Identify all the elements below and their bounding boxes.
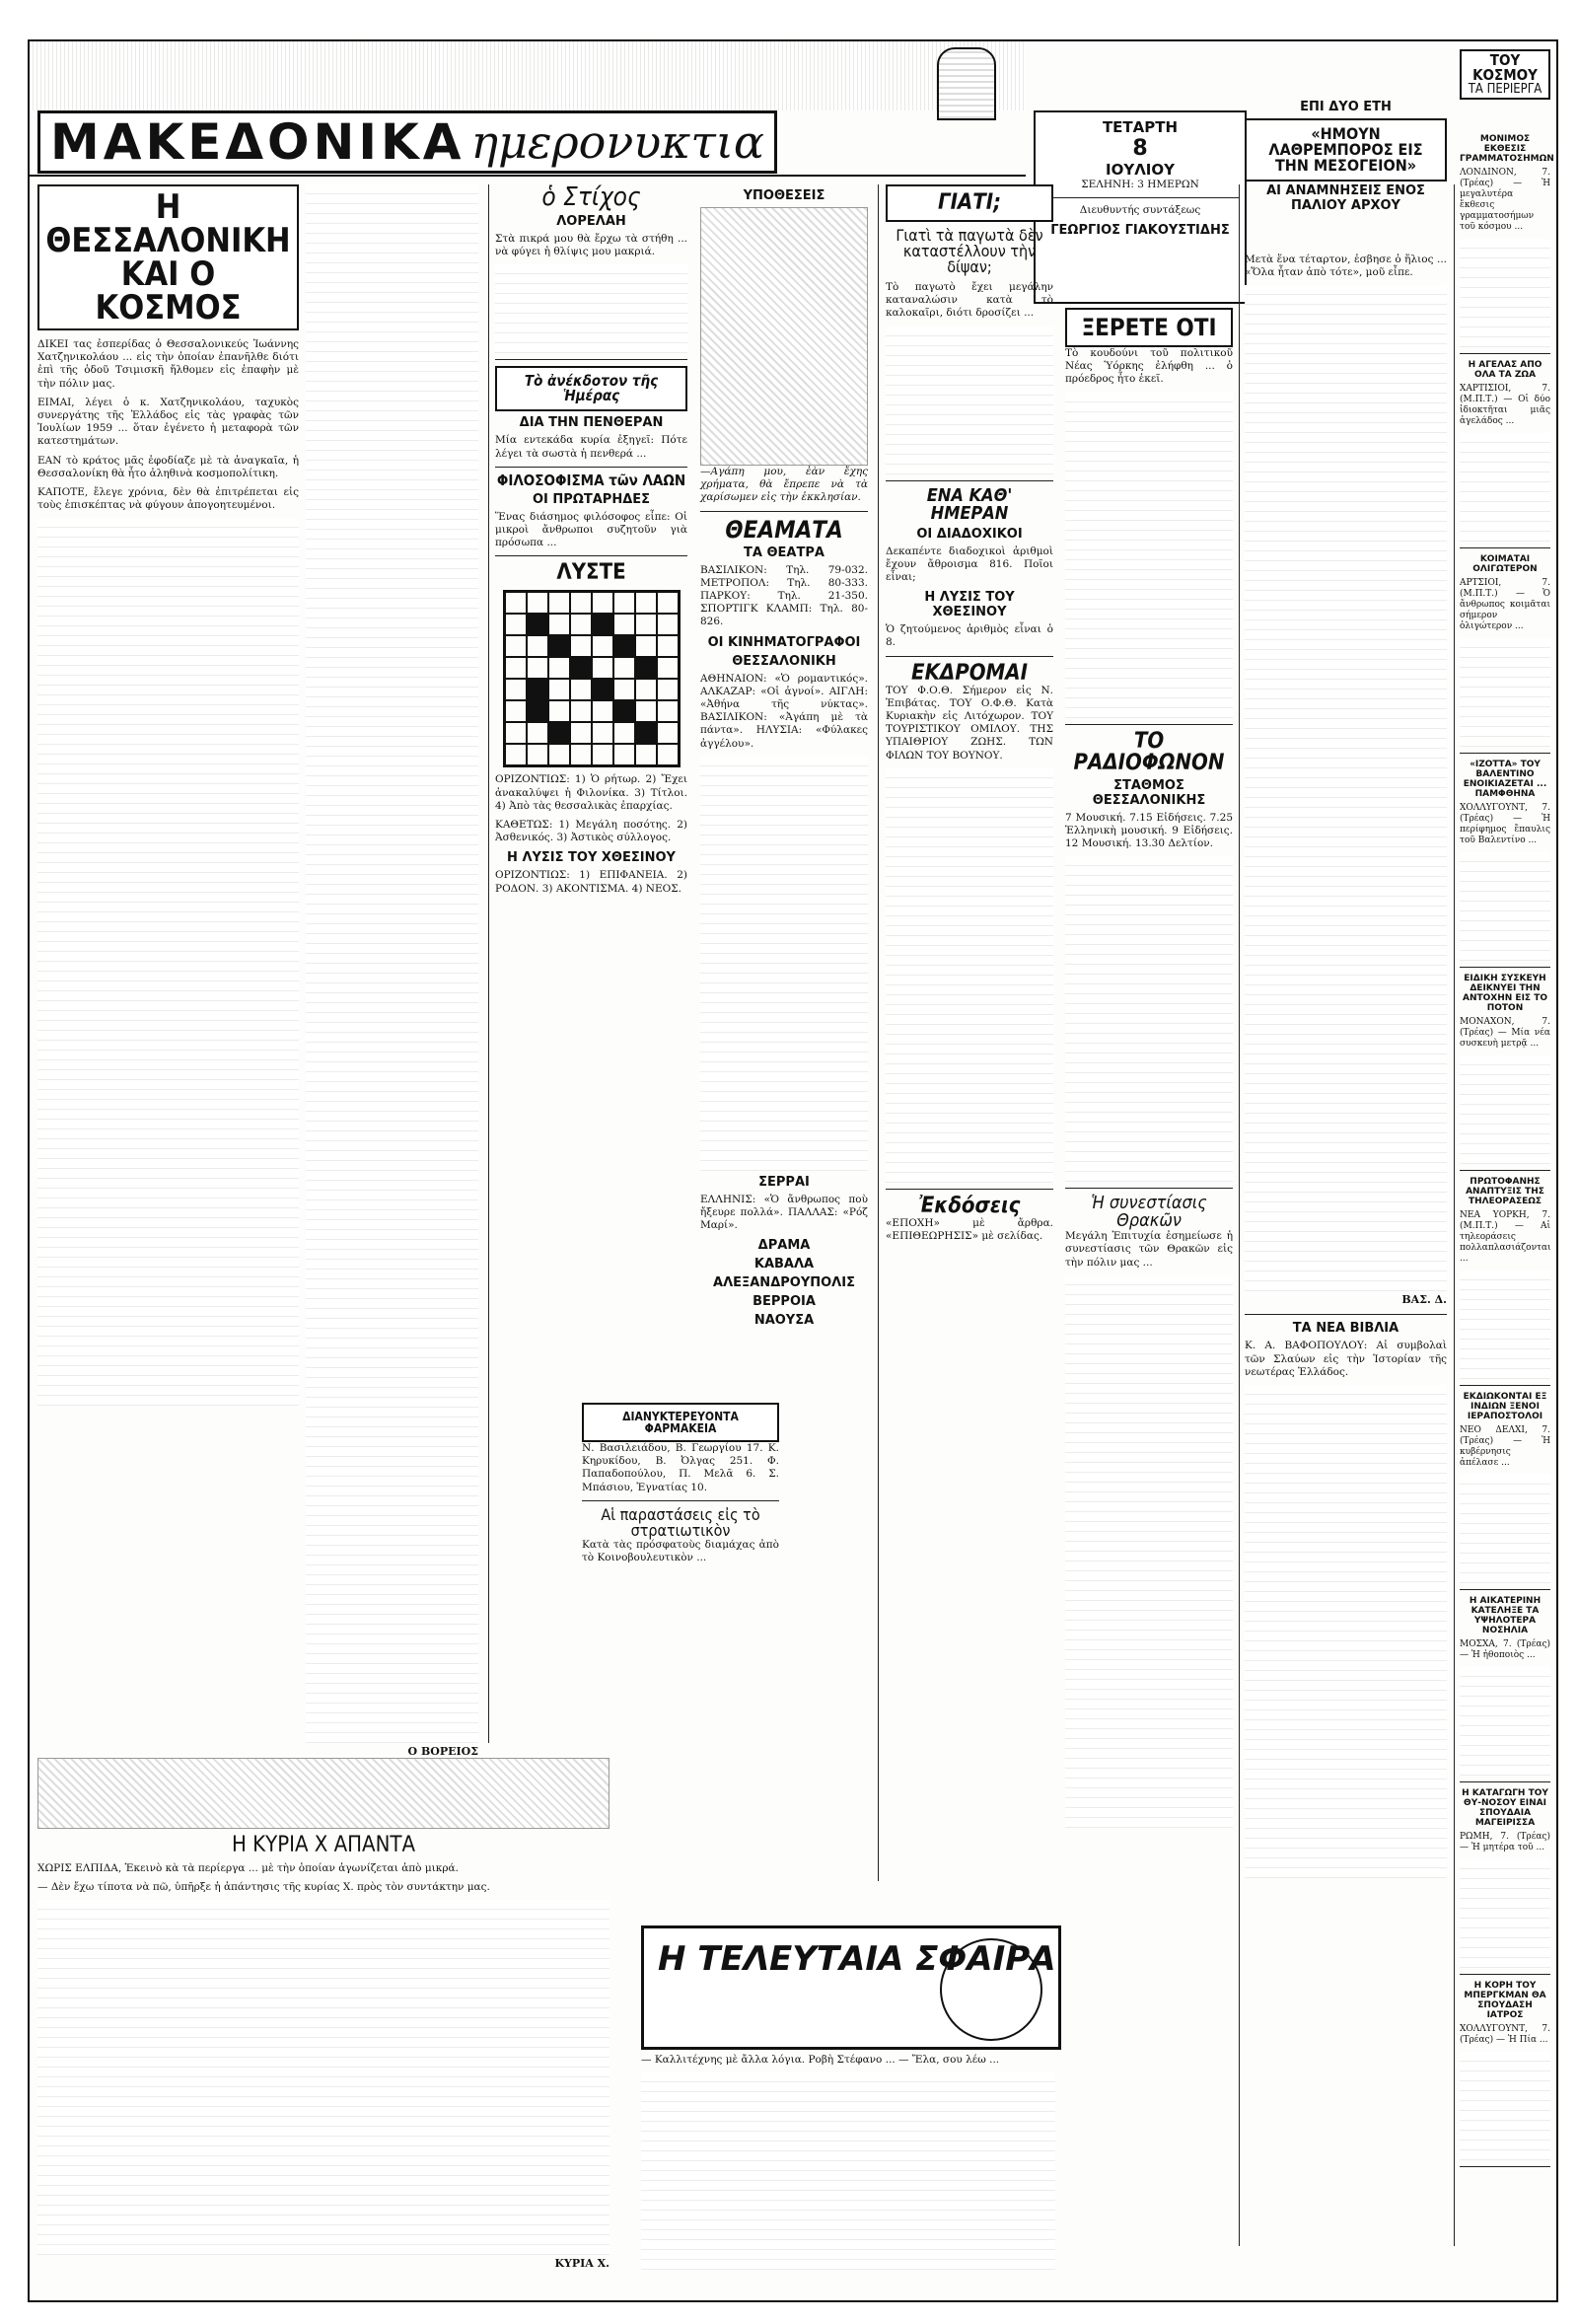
crossword-cell — [635, 635, 657, 657]
world-item-text: ΜΟΣΧΑ, 7. (Τρέας) — Ἡ ἠθοποιὸς ... — [1460, 1639, 1550, 1660]
crossword-cell — [527, 722, 548, 744]
world-item-text: ΜΟΝΑΧΟΝ, 7. (Τρέας) — Μία νέα συσκευὴ μετρᾷ ... — [1460, 1017, 1550, 1049]
crossword-cell — [613, 722, 635, 744]
date-box — [1034, 110, 1247, 304]
world-item-title: ΕΚΔΙΩΚΟΝΤΑΙ ΕΞ ΙΝΔΙΩΝ ΞΕΝΟΙ ΙΕΡΑΠΟΣΤΟΛΟΙ — [1463, 1392, 1547, 1421]
crossword-cell — [570, 657, 592, 679]
cartoon-caption: —Αγάπη μου, ἐὰν ἔχης χρήματα, θὰ ἔπρεπε νὰ τὰ χαρίσωμεν εἰς τὴν ἐκκλησίαν. — [700, 466, 868, 504]
crossword-cell — [635, 700, 657, 722]
publisher-label: Διευθυντής συντάξεως — [1079, 204, 1201, 217]
philosophy-text: Ἕνας διάσημος φιλόσοφος εἶπε: Οἱ μικροὶ ἄνθρωποι συζητοῦν γιὰ πρόσωπα ... — [495, 510, 687, 549]
column-4 — [886, 184, 1053, 1249]
crossword-label: ΛΥΣΤΕ — [556, 560, 626, 586]
pharmacy-section — [582, 1403, 779, 1570]
cupids-illustration — [37, 1758, 610, 1829]
anekdoto-text: Μία εντεκάδα κυρία ἐξηγεῖ: Πότε λέγει τὰ σωστὰ ἡ πενθερά ... — [495, 434, 687, 460]
giati-headline: Γιατὶ τὰ παγωτὰ δὲν καταστέλλουν τὴν δίψαν; — [896, 226, 1043, 276]
last-ball-title: Η ΤΕΛΕΥΤΑΙΑ ΣΦΑΙΡΑ — [658, 1939, 1056, 1979]
world-item-title: Η ΚΟΡΗ ΤΟΥ ΜΠΕΡΓΚΜΑΝ ΘΑ ΣΠΟΥΔΑΣΗ ΙΑΤΡΟΣ — [1464, 1981, 1546, 2020]
army-shows-headline: Αἱ παραστάσεις εἰς τὸ στρατιωτικὸν — [601, 1504, 760, 1540]
crossword-cell — [527, 679, 548, 700]
crossword-cell — [613, 744, 635, 765]
world-item-title: Η ΑΙΚΑΤΕΡΙΝΗ ΚΑΤΕΛΗΞΕ ΤΑ ΥΨΗΛΟΤΕΡΑ ΝΟΣΗΛΙΑ — [1469, 1596, 1542, 1635]
thracians-headline: Ἡ συνεστίασις Θρακῶν — [1091, 1193, 1207, 1232]
moon-note: ΣΕΛΗΝΗ: 3 ΗΜΕΡΩΝ — [1081, 179, 1199, 190]
crossword-cell — [657, 614, 679, 635]
couple-cartoon — [700, 207, 868, 466]
crossword-cell — [570, 744, 592, 765]
ekdromai-text: ΤΟΥ Φ.Ο.Θ. Σήμερον εἰς Ν. Ἐπιβάτας. ΤΟΥ Ο.Φ.Θ. Κατὰ Κυριακὴν εἰς Λιτόχωρον. ΤΟΥ ΤΟΥΡΙΣΤΙΚΟΥ ΟΜΙΛΟΥ. ΤΗΣ ΥΠΑΙΘΡΙΟΥ ΖΩΗΣ. ΤΩΝ ΦΙΛΩΝ ΤΟΥ ΒΟΥΝΟΥ. — [886, 684, 1053, 762]
world-title: ΤΟΥ ΚΟΣΜΟΥ — [1472, 51, 1538, 84]
crossword-cell — [613, 635, 635, 657]
crossword-cell — [505, 744, 527, 765]
books-title: ΤΑ ΝΕΑ ΒΙΒΛΙΑ — [1292, 1321, 1399, 1337]
crossword-cell — [657, 700, 679, 722]
crossword-clues-horizontal: ΟΡΙΖΟΝΤΙΩΣ: 1) Ὁ ρήτωρ. 2) Ἔχει ἀνακαλύψει ἡ Φιλονίκα. 3) Τίτλοι. 4) Ἀπὸ τὰς θεσσαλικὰς ἐπαρχίας. — [495, 773, 687, 812]
crossword-clues-vertical: ΚΑΘΕΤΩΣ: 1) Μεγάλη ποσότης. 2) Ἀσθενικός. 3) Ἀστικὸς σύλλογος. — [495, 819, 687, 844]
last-ball-banner — [641, 1925, 1061, 2050]
crossword-cell — [592, 657, 613, 679]
cinema-list: ΑΘΗΝΑΙΟΝ: «Ὁ ρομαντικός». ΑΛΚΑΖΑΡ: «Οἱ ἀγνοί». ΑΙΓΛΗ: «Ἀθήνα τῆς νύκτας». ΒΑΣΙΛΙΚΟΝ: «Ἀγάπη μὲ τὰ πάντα». ΗΛΥΣΙΑ: «Φύλακες ἀγγέλου». — [700, 672, 868, 750]
column-1 — [37, 184, 299, 1406]
crossword-cell — [613, 592, 635, 614]
world-item-title: Η ΚΑΤΑΓΩΓΗ ΤΟΥ ΘΥ-ΝΟΣΟΥ ΕΙΝΑΙ ΣΠΟΥΔΑΙΑ ΜΑΓΕΙΡΙΣΣΑ — [1462, 1788, 1548, 1828]
crossword-cell — [548, 614, 570, 635]
month: ΙΟΥΛΙΟΥ — [1106, 161, 1175, 179]
world-item-text: ΝΕΑ ΥΟΡΚΗ, 7. (Μ.Π.Τ.) — Αἱ τηλεοράσεις πολλαπλασιάζονται ... — [1460, 1210, 1551, 1264]
crossword-cell — [548, 657, 570, 679]
crossword-cell — [592, 635, 613, 657]
lady-headline: Η ΚΥΡΙΑ Χ ΑΠΑΝΤΑ — [231, 1833, 416, 1857]
newspaper-page — [28, 39, 1558, 2302]
masthead-title-box — [37, 110, 777, 174]
lady-columns — [37, 1900, 610, 2255]
masthead — [30, 41, 1026, 177]
ena-solution: Ὁ ζητούμενος ἀριθμὸς εἶναι ὁ 8. — [886, 623, 1053, 649]
city-paragraph: ΔΙΚΕΙ τας ἐσπερίδας ὁ Θεσσαλονικεύς Ἰωάννης Χατζηνικολάου ... εἰς τὴν ὁποίαν ἐπανῆλθε διότι ἐπὶ τῆς ὁδοῦ Τσιμισκῆ ἤλθομεν εἰς ἐπαφὴν μὲ τὴν πόλιν μας. — [37, 338, 299, 390]
ena-label: ΕΝΑ ΚΑΘ' ΗΜΕΡΑΝ — [926, 484, 1013, 524]
xerete-text: Τὸ κουδούνι τοῦ πολιτικοῦ Νέας Ὑόρκης ἐλήφθη ... ὁ πρόεδρος ἦτο ἐκεῖ. — [1065, 347, 1233, 386]
xerete-label: ΞΕΡΕΤΕ ΟΤΙ — [1081, 314, 1217, 341]
crossword-cell — [570, 722, 592, 744]
lady-paragraph: — Δὲν ἔχω τίποτα νὰ πῶ, ὑπῆρξε ἡ ἀπάντησις τῆς κυρίας Χ. πρὸς τὸν συντάκτην μας. — [37, 1881, 490, 1894]
crossword-cell — [505, 592, 527, 614]
world-column — [1460, 130, 1554, 2173]
crossword-cell — [548, 679, 570, 700]
masthead-title: ΜΑΚΕΔΟΝΙΚΑ — [50, 113, 466, 171]
ekdromai-label: ΕΚΔΡΟΜΑΙ — [911, 660, 1028, 686]
anekdoto-label: Τὸ ἀνέκδοτον τῆς Ἡμέρας — [524, 372, 659, 405]
column-2 — [495, 184, 687, 902]
books-text: Κ. Α. ΒΑΦΟΠΟΥΛΟΥ: Αἱ συμβολαὶ τῶν Σλαύων εἰς τὴν Ἱστορίαν τῆς νεωτέρας Ἑλλάδος. — [1245, 1340, 1447, 1378]
crossword-cell — [570, 679, 592, 700]
skyline-illustration — [30, 41, 1026, 110]
city-headline: Η ΘΕΣΣΑΛΟΝΙΚΗ ΚΑΙ Ο ΚΟΣΜΟΣ — [45, 187, 291, 327]
crossword-cell — [548, 700, 570, 722]
crossword-cell — [505, 635, 527, 657]
cartoon-label: ΥΠΟΘΕΣΕΙΣ — [743, 188, 825, 203]
masthead-subtitle: ημερονυκτια — [470, 115, 764, 169]
column-1b — [306, 184, 478, 1766]
woman-portrait-illustration — [940, 1938, 1042, 2041]
lady-x-article — [37, 1758, 610, 2278]
last-ball-text: — Καλλιτέχνης μὲ ἄλλα λόγια. Ροβὴ Στέφανο ... — Ἔλα, σου λέω ... — [641, 2054, 1000, 2066]
cinema-subtitle: ΟΙ ΚΙΝΗΜΑΤΟΓΡΑΦΟΙ — [707, 634, 861, 650]
crossword-cell — [527, 635, 548, 657]
crossword-cell — [548, 722, 570, 744]
crossword-cell — [592, 744, 613, 765]
column-5 — [1245, 254, 1447, 1878]
crossword-cell — [592, 592, 613, 614]
publisher-name: ΓΕΩΡΓΙΟΣ ΓΙΑΚΟΥΣΤΙΔΗΣ — [1050, 223, 1230, 239]
city-article-continued — [306, 184, 478, 1743]
crossword-cell — [505, 679, 527, 700]
ekdoseis-text: «ΕΠΟΧΗ» μὲ ἄρθρα. «ΕΠΙΘΕΩΡΗΣΙΣ» μὲ σελίδας. — [886, 1216, 1053, 1243]
smuggler-signature: ΒΑΣ. Δ. — [1401, 1293, 1447, 1307]
crossword-cell — [527, 614, 548, 635]
crossword-cell — [527, 744, 548, 765]
city-paragraph: ΕΙΜΑΙ, λέγει ὁ κ. Χατζηνικολάου, ταχυκὸς συνεργάτης τῆς Ἑλλάδος εἰς τὰς γραφὰς τῶν Ἰουλίων 1959 ... ὅταν ἐγένετο ἡ μεταφορὰ τῶν κατεστημάτων. — [37, 396, 299, 448]
smuggler-deck: ΑΙ ΑΝΑΜΝΗΣΕΙΣ ΕΝΟΣ ΠΑΛΙΟΥ ΑΡΧΟΥ — [1266, 183, 1425, 213]
smuggler-kicker: ΕΠΙ ΔΥΟ ΕΤΗ — [1300, 100, 1392, 114]
crossword-cell — [505, 700, 527, 722]
crossword-cell — [548, 592, 570, 614]
crossword-cell — [570, 592, 592, 614]
smuggler-article — [1245, 96, 1447, 215]
crossword-cell — [527, 592, 548, 614]
last-ball-story — [641, 2054, 1055, 2270]
philosophy-label: ΦΙΛΟΣΟΦΙΣΜΑ τῶν ΛΑΩΝ — [496, 471, 686, 489]
world-subtitle: ΤΑ ΠΕΡΙΕΡΓΑ — [1468, 82, 1542, 97]
world-item-title: «ΙΖΟΤΤΑ» ΤΟΥ ΒΑΛΕΝΤΙΝΟ ΕΝΟΙΚΙΑΖΕΤΑΙ ... ΠΑΜΦΘΗΝΑ — [1463, 760, 1547, 799]
radio-text: 7 Μουσική. 7.15 Εἰδήσεις. 7.25 Ἑλληνικὴ μουσική. 9 Εἰδήσεις. 12 Μουσική. 13.30 Δελτίον. — [1065, 811, 1233, 850]
world-item-title: ΠΡΩΤΟΦΑΝΗΣ ΑΝΑΠΤΥΞΙΣ ΤΗΣ ΤΗΛΕΟΡΑΣΕΩΣ — [1466, 1177, 1544, 1206]
theatre-subtitle: ΤΑ ΘΕΑΤΡΑ — [744, 545, 825, 560]
crossword-cell — [635, 592, 657, 614]
crossword-cell — [613, 679, 635, 700]
crossword-solution: ΟΡΙΖΟΝΤΙΩΣ: 1) ΕΠΙΦΑΝΕΙΑ. 2) ΡΟΔΟΝ. 3) ΑΚΟΝΤΙΣΜΑ. 4) ΝΕΟΣ. — [495, 869, 687, 895]
crossword-cell — [548, 744, 570, 765]
weekday: ΤΕΤΑΡΤΗ — [1102, 118, 1179, 136]
city-paragraph: ΕΑΝ τὸ κράτος μᾶς ἐφοδίαζε μὲ τὰ ἀναγκαῖα, ἡ Θεσσαλονίκη θὰ ἦτο ἀληθινὰ κοσμοπολίτικη. — [37, 454, 299, 479]
cinema-city: ΘΕΣΣΑΛΟΝΙΚΗ — [732, 653, 836, 669]
crossword-cell — [635, 614, 657, 635]
crossword-cell — [613, 614, 635, 635]
stixos-label: ὁ Στίχος — [541, 182, 641, 212]
radio-station: ΣΤΑΘΜΟΣ ΘΕΣΣΑΛΟΝΙΚΗΣ — [1092, 777, 1206, 808]
world-item-text: ΛΟΝΔΙΝΟΝ, 7. (Τρέας) — Ἡ μεγαλυτέρα ἔκθεσις γραμματοσήμων τοῦ κόσμου ... — [1460, 168, 1550, 232]
city-article-columns — [37, 518, 299, 1406]
stixos-text: Στὰ πικρά μου θὰ ἔρχω τὰ στήθη ... νὰ φύγει ἡ θλίψις μου μακριά. — [495, 233, 687, 258]
crossword-cell — [657, 744, 679, 765]
crossword-cell — [505, 657, 527, 679]
world-item-text: ΝΕΟ ΔΕΛΧΙ, 7. (Τρέας) — Ἡ κυβέρνησις ἀπέλασε ... — [1460, 1425, 1550, 1468]
cinema-veria: ΒΕΡΡΟΙΑ — [753, 1294, 816, 1310]
crossword-cell — [505, 614, 527, 635]
xerete-section — [1065, 308, 1233, 1828]
world-item-title: Η ΑΓΕΛΑΣ ΑΠΟ ΟΛΑ ΤΑ ΖΩΑ — [1468, 360, 1542, 380]
world-item-text: ΧΟΛΛΥΓΟΥΝΤ, 7. (Τρέας) — Ἡ περίφημος ἔπαυλις τοῦ Βαλεντίνο ... — [1460, 803, 1550, 845]
cinema-drama: ΔΡΑΜΑ — [757, 1238, 811, 1254]
crossword-cell — [548, 635, 570, 657]
anekdoto-title: ΔΙΑ ΤΗΝ ΠΕΝΘΕΡΑΝ — [519, 415, 664, 431]
day-number: 8 — [1132, 136, 1148, 161]
crossword-cell — [592, 679, 613, 700]
crossword-cell — [570, 635, 592, 657]
world-item-text: ΑΡΤΣΙΟΙ, 7. (Μ.Π.Τ.) — Ὁ ἄνθρωπος κοιμᾶται σήμερον ὀλιγώτερον ... — [1460, 578, 1550, 631]
pharmacy-list: Ν. Βασιλειάδου, Β. Γεωργίου 17. Κ. Κηρυκίδου, Β. Ὀλγας 251. Φ. Παπαδοπούλου, Π. Μελᾶ 6. Σ. Μπάσιου, Ἐγνατίας 10. — [582, 1442, 779, 1493]
cinema-naousa: ΝΑΟΥΣΑ — [753, 1313, 815, 1329]
crossword-cell — [570, 614, 592, 635]
stixos-author: ΛΟΡΕΛΑΗ — [556, 214, 626, 229]
city-signature: Ο ΒΟΡΕΙΟΣ — [407, 1745, 478, 1758]
radio-title: ΤΟ ΡΑΔΙΟΦΩΝΟΝ — [1073, 728, 1225, 775]
city-paragraph: ΚΑΠΟΤΕ, ἔλεγε χρόνια, δὲν θὰ ἐπιτρέπεται εἰς τοὺς ἐπισκέπτας νὰ φύγουν ἀπογοητευμένοι. — [37, 486, 299, 512]
army-shows-text: Κατὰ τὰς πρόσφατοὺς διαμάχας ἀπὸ τὸ Κοινοβουλευτικὸν ... — [582, 1538, 779, 1564]
world-item-title: ΜΟΝΙΜΟΣ ΕΚΘΕΣΙΣ ΓΡΑΜΜΑΤΟΣΗΜΩΝ — [1460, 134, 1554, 164]
lady-paragraph: ΧΩΡΙΣ ΕΛΠΙΔΑ, Ἐκεινὸ κὰ τὰ περίεργα ... μὲ τὴν ὁποίαν ἀγωνίζεται ἀπὸ μικρά. — [37, 1862, 459, 1874]
world-item-text: ΡΩΜΗ, 7. (Τρέας) — Ἡ μητέρα τοῦ ... — [1460, 1832, 1550, 1852]
crossword-grid — [503, 590, 681, 767]
serres-list: ΕΛΛΗΝΙΣ: «Ὁ ἄνθρωπος ποὺ ἤξευρε πολλά». ΠΑΛΛΑΣ: «Ρόζ Μαρί». — [700, 1193, 868, 1232]
world-item-title: ΚΟΙΜΑΤΑΙ ΟΛΙΓΩΤΕΡΟΝ — [1472, 554, 1538, 574]
ena-text: Δεκαπέντε διαδοχικοὶ ἀριθμοὶ ἔχουν ἄθροισμα 816. Ποῖοι εἶναι; — [886, 545, 1053, 584]
ekdoseis-label: Ἐκδόσεις — [918, 1193, 1021, 1218]
pharmacy-label: ΔΙΑΝΥΚΤΕΡΕΥΟΝΤΑ ΦΑΡΜΑΚΕΙΑ — [622, 1410, 739, 1435]
crossword-cell — [635, 744, 657, 765]
crossword-cell — [635, 722, 657, 744]
column-3 — [700, 184, 868, 1332]
cinema-alexandroupolis: ΑΛΕΞΑΝΔΡΟΥΠΟΛΙΣ — [713, 1275, 855, 1291]
ena-solution-title: Η ΛΥΣΙΣ ΤΟΥ ΧΘΕΣΙΝΟΥ — [924, 590, 1015, 620]
crossword-solution-title: Η ΛΥΣΙΣ ΤΟΥ ΧΘΕΣΙΝΟΥ — [507, 850, 676, 866]
cinema-serres: ΣΕΡΡΑΙ — [758, 1174, 810, 1190]
crossword-cell — [657, 592, 679, 614]
crossword-cell — [527, 657, 548, 679]
crossword-cell — [592, 614, 613, 635]
crossword-cell — [613, 700, 635, 722]
lady-signature: ΚΥΡΙΑ Χ. — [554, 2257, 610, 2271]
giati-label: ΓΙΑΤΙ; — [937, 190, 1002, 215]
crossword-cell — [592, 722, 613, 744]
world-header — [1460, 49, 1550, 100]
crossword-cell — [505, 722, 527, 744]
crossword-cell — [613, 657, 635, 679]
crossword-cell — [657, 722, 679, 744]
crossword-cell — [635, 657, 657, 679]
white-tower-illustration — [937, 47, 996, 120]
crossword-cell — [657, 635, 679, 657]
theatre-list: ΒΑΣΙΛΙΚΟΝ: Τηλ. 79-032. ΜΕΤΡΟΠΟΛ: Τηλ. 80-333. ΠΑΡΚΟΥ: Τηλ. 21-350. ΣΠΟΡΤΙΓΚ ΚΛΑΜΠ: Τηλ. 80-826. — [700, 563, 868, 628]
smuggler-headline: «ΗΜΟΥΝ ΛΑΘΡΕΜΠΟΡΟΣ ΕΙΣ ΤΗΝ ΜΕΣΟΓΕΙΟΝ» — [1268, 124, 1423, 175]
crossword-cell — [635, 679, 657, 700]
world-item-title: ΕΙΔΙΚΗ ΣΥΣΚΕΥΗ ΔΕΙΚΝΥΕΙ ΤΗΝ ΑΝΤΟΧΗΝ ΕΙΣ ΤΟ ΠΟΤΟΝ — [1463, 974, 1547, 1013]
theamata-title: ΘΕΑΜΑΤΑ — [725, 515, 843, 544]
world-item-text: ΧΑΡΤΙΣΙΟΙ, 7. (Μ.Π.Τ.) — Οἱ δύο ἰδιοκτῆται μιᾶς ἀγελάδος ... — [1460, 384, 1550, 426]
crossword-cell — [592, 700, 613, 722]
smuggler-text: Μετὰ ἕνα τέταρτον, ἐσβησε ὁ ἥλιος ... «Ὅλα ἦταν ἀπὸ τότε», μοῦ εἶπε. — [1245, 254, 1447, 279]
crossword-cell — [527, 700, 548, 722]
philosophy-title: ΟΙ ΠΡΩΤΑΡΗΔΕΣ — [532, 491, 651, 507]
giati-text: Τὸ παγωτὸ ἔχει μεγάλην καταναλώσιν κατὰ τὸ καλοκαῖρι, διότι δροσίζει ... — [886, 281, 1053, 320]
cinema-kavala: ΚΑΒΑΛΑ — [753, 1257, 815, 1272]
crossword-cell — [570, 700, 592, 722]
crossword-cell — [657, 679, 679, 700]
ena-title: ΟΙ ΔΙΑΔΟΧΙΚΟΙ — [916, 526, 1023, 542]
thracians-text: Μεγάλη Ἐπιτυχία ἐσημείωσε ἡ συνεστίασις τῶν Θρακῶν εἰς τὴν πόλιν μας ... — [1065, 1230, 1233, 1269]
crossword-cell — [657, 657, 679, 679]
world-item-text: ΧΟΛΛΥΓΟΥΝΤ, 7. (Τρέας) — Ἡ Πία ... — [1460, 2024, 1550, 2045]
